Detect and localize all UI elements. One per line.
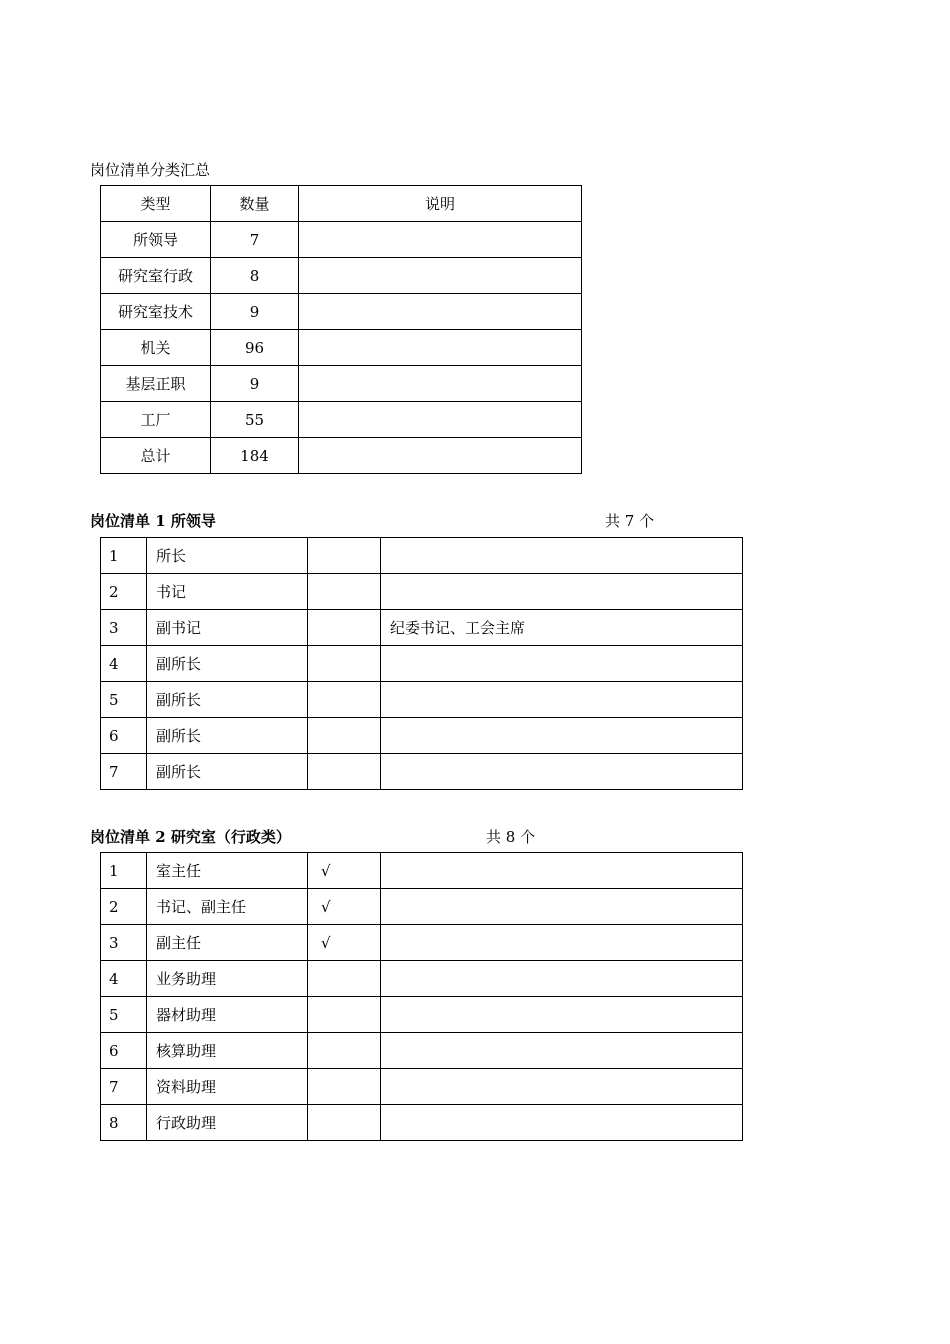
position-note	[381, 889, 743, 925]
row-number: 4	[101, 961, 147, 997]
row-number: 7	[101, 754, 147, 790]
position-name: 业务助理	[147, 961, 308, 997]
position-note	[381, 997, 743, 1033]
note-cell	[299, 402, 582, 438]
position-name: 副主任	[147, 925, 308, 961]
position-note	[381, 1105, 743, 1141]
table-row	[101, 1069, 743, 1105]
position-name: 书记	[147, 574, 308, 610]
position-name: 行政助理	[147, 1105, 308, 1141]
table-row	[101, 754, 743, 790]
position-name: 副所长	[147, 754, 308, 790]
count-cell: 9	[211, 366, 299, 402]
row-number: 7	[101, 1069, 147, 1105]
position-name: 书记、副主任	[147, 889, 308, 925]
check-mark	[308, 574, 381, 610]
type-cell: 基层正职	[101, 366, 211, 402]
check-mark	[308, 718, 381, 754]
check-mark	[308, 538, 381, 574]
note-cell	[299, 294, 582, 330]
row-number: 4	[101, 646, 147, 682]
table-row	[101, 889, 743, 925]
count-cell: 55	[211, 402, 299, 438]
check-mark	[308, 682, 381, 718]
count-cell: 7	[211, 222, 299, 258]
list1-title: 岗位清单 1 所领导	[90, 512, 216, 530]
position-name: 副所长	[147, 646, 308, 682]
position-note	[381, 718, 743, 754]
table-row	[101, 402, 582, 438]
check-mark	[308, 961, 381, 997]
row-number: 1	[101, 538, 147, 574]
note-cell	[299, 366, 582, 402]
row-number: 3	[101, 610, 147, 646]
row-number: 2	[101, 574, 147, 610]
count-cell: 9	[211, 294, 299, 330]
list2-total: 共 8 个	[486, 828, 536, 846]
count-cell: 184	[211, 438, 299, 474]
table-row	[101, 538, 743, 574]
position-note	[381, 1069, 743, 1105]
summary-header-row	[101, 186, 582, 222]
position-name: 副书记	[147, 610, 308, 646]
list1-total: 共 7 个	[605, 512, 655, 530]
position-name: 所长	[147, 538, 308, 574]
type-cell: 总计	[101, 438, 211, 474]
row-number: 2	[101, 889, 147, 925]
check-mark	[308, 754, 381, 790]
count-cell: 8	[211, 258, 299, 294]
table-row	[101, 853, 743, 889]
type-cell: 研究室技术	[101, 294, 211, 330]
table-row	[101, 330, 582, 366]
table-row	[101, 574, 743, 610]
position-note	[381, 754, 743, 790]
check-mark	[308, 1105, 381, 1141]
position-name: 副所长	[147, 682, 308, 718]
type-cell: 所领导	[101, 222, 211, 258]
row-number: 5	[101, 682, 147, 718]
table-row	[101, 258, 582, 294]
table-row	[101, 366, 582, 402]
position-name: 资料助理	[147, 1069, 308, 1105]
check-mark	[308, 997, 381, 1033]
note-cell	[299, 330, 582, 366]
check-mark	[308, 1033, 381, 1069]
check-mark	[308, 646, 381, 682]
list2-title: 岗位清单 2 研究室（行政类）	[90, 828, 291, 846]
row-number: 6	[101, 718, 147, 754]
position-note	[381, 538, 743, 574]
position-note: 纪委书记、工会主席	[381, 610, 743, 646]
check-mark	[308, 1069, 381, 1105]
table-row	[101, 1033, 743, 1069]
table-row	[101, 925, 743, 961]
summary-title: 岗位清单分类汇总	[90, 161, 211, 179]
list2-table	[100, 852, 743, 1141]
check-mark: √	[308, 889, 381, 925]
summary-table	[100, 185, 582, 474]
note-cell	[299, 222, 582, 258]
table-row	[101, 682, 743, 718]
table-row	[101, 610, 743, 646]
count-cell: 96	[211, 330, 299, 366]
table-row	[101, 961, 743, 997]
table-row	[101, 294, 582, 330]
position-name: 核算助理	[147, 1033, 308, 1069]
header-count: 数量	[211, 186, 299, 222]
note-cell	[299, 438, 582, 474]
position-note	[381, 574, 743, 610]
type-cell: 工厂	[101, 402, 211, 438]
position-name: 副所长	[147, 718, 308, 754]
type-cell: 研究室行政	[101, 258, 211, 294]
check-mark	[308, 610, 381, 646]
position-note	[381, 961, 743, 997]
row-number: 3	[101, 925, 147, 961]
row-number: 8	[101, 1105, 147, 1141]
table-row	[101, 646, 743, 682]
table-row	[101, 222, 582, 258]
header-note: 说明	[299, 186, 582, 222]
table-row	[101, 438, 582, 474]
position-note	[381, 853, 743, 889]
position-note	[381, 646, 743, 682]
row-number: 5	[101, 997, 147, 1033]
note-cell	[299, 258, 582, 294]
position-name: 室主任	[147, 853, 308, 889]
list1-table	[100, 537, 743, 790]
table-row	[101, 718, 743, 754]
position-note	[381, 925, 743, 961]
check-mark: √	[308, 853, 381, 889]
check-mark: √	[308, 925, 381, 961]
table-row	[101, 1105, 743, 1141]
header-type: 类型	[101, 186, 211, 222]
row-number: 6	[101, 1033, 147, 1069]
position-name: 器材助理	[147, 997, 308, 1033]
table-row	[101, 997, 743, 1033]
row-number: 1	[101, 853, 147, 889]
position-note	[381, 1033, 743, 1069]
position-note	[381, 682, 743, 718]
type-cell: 机关	[101, 330, 211, 366]
